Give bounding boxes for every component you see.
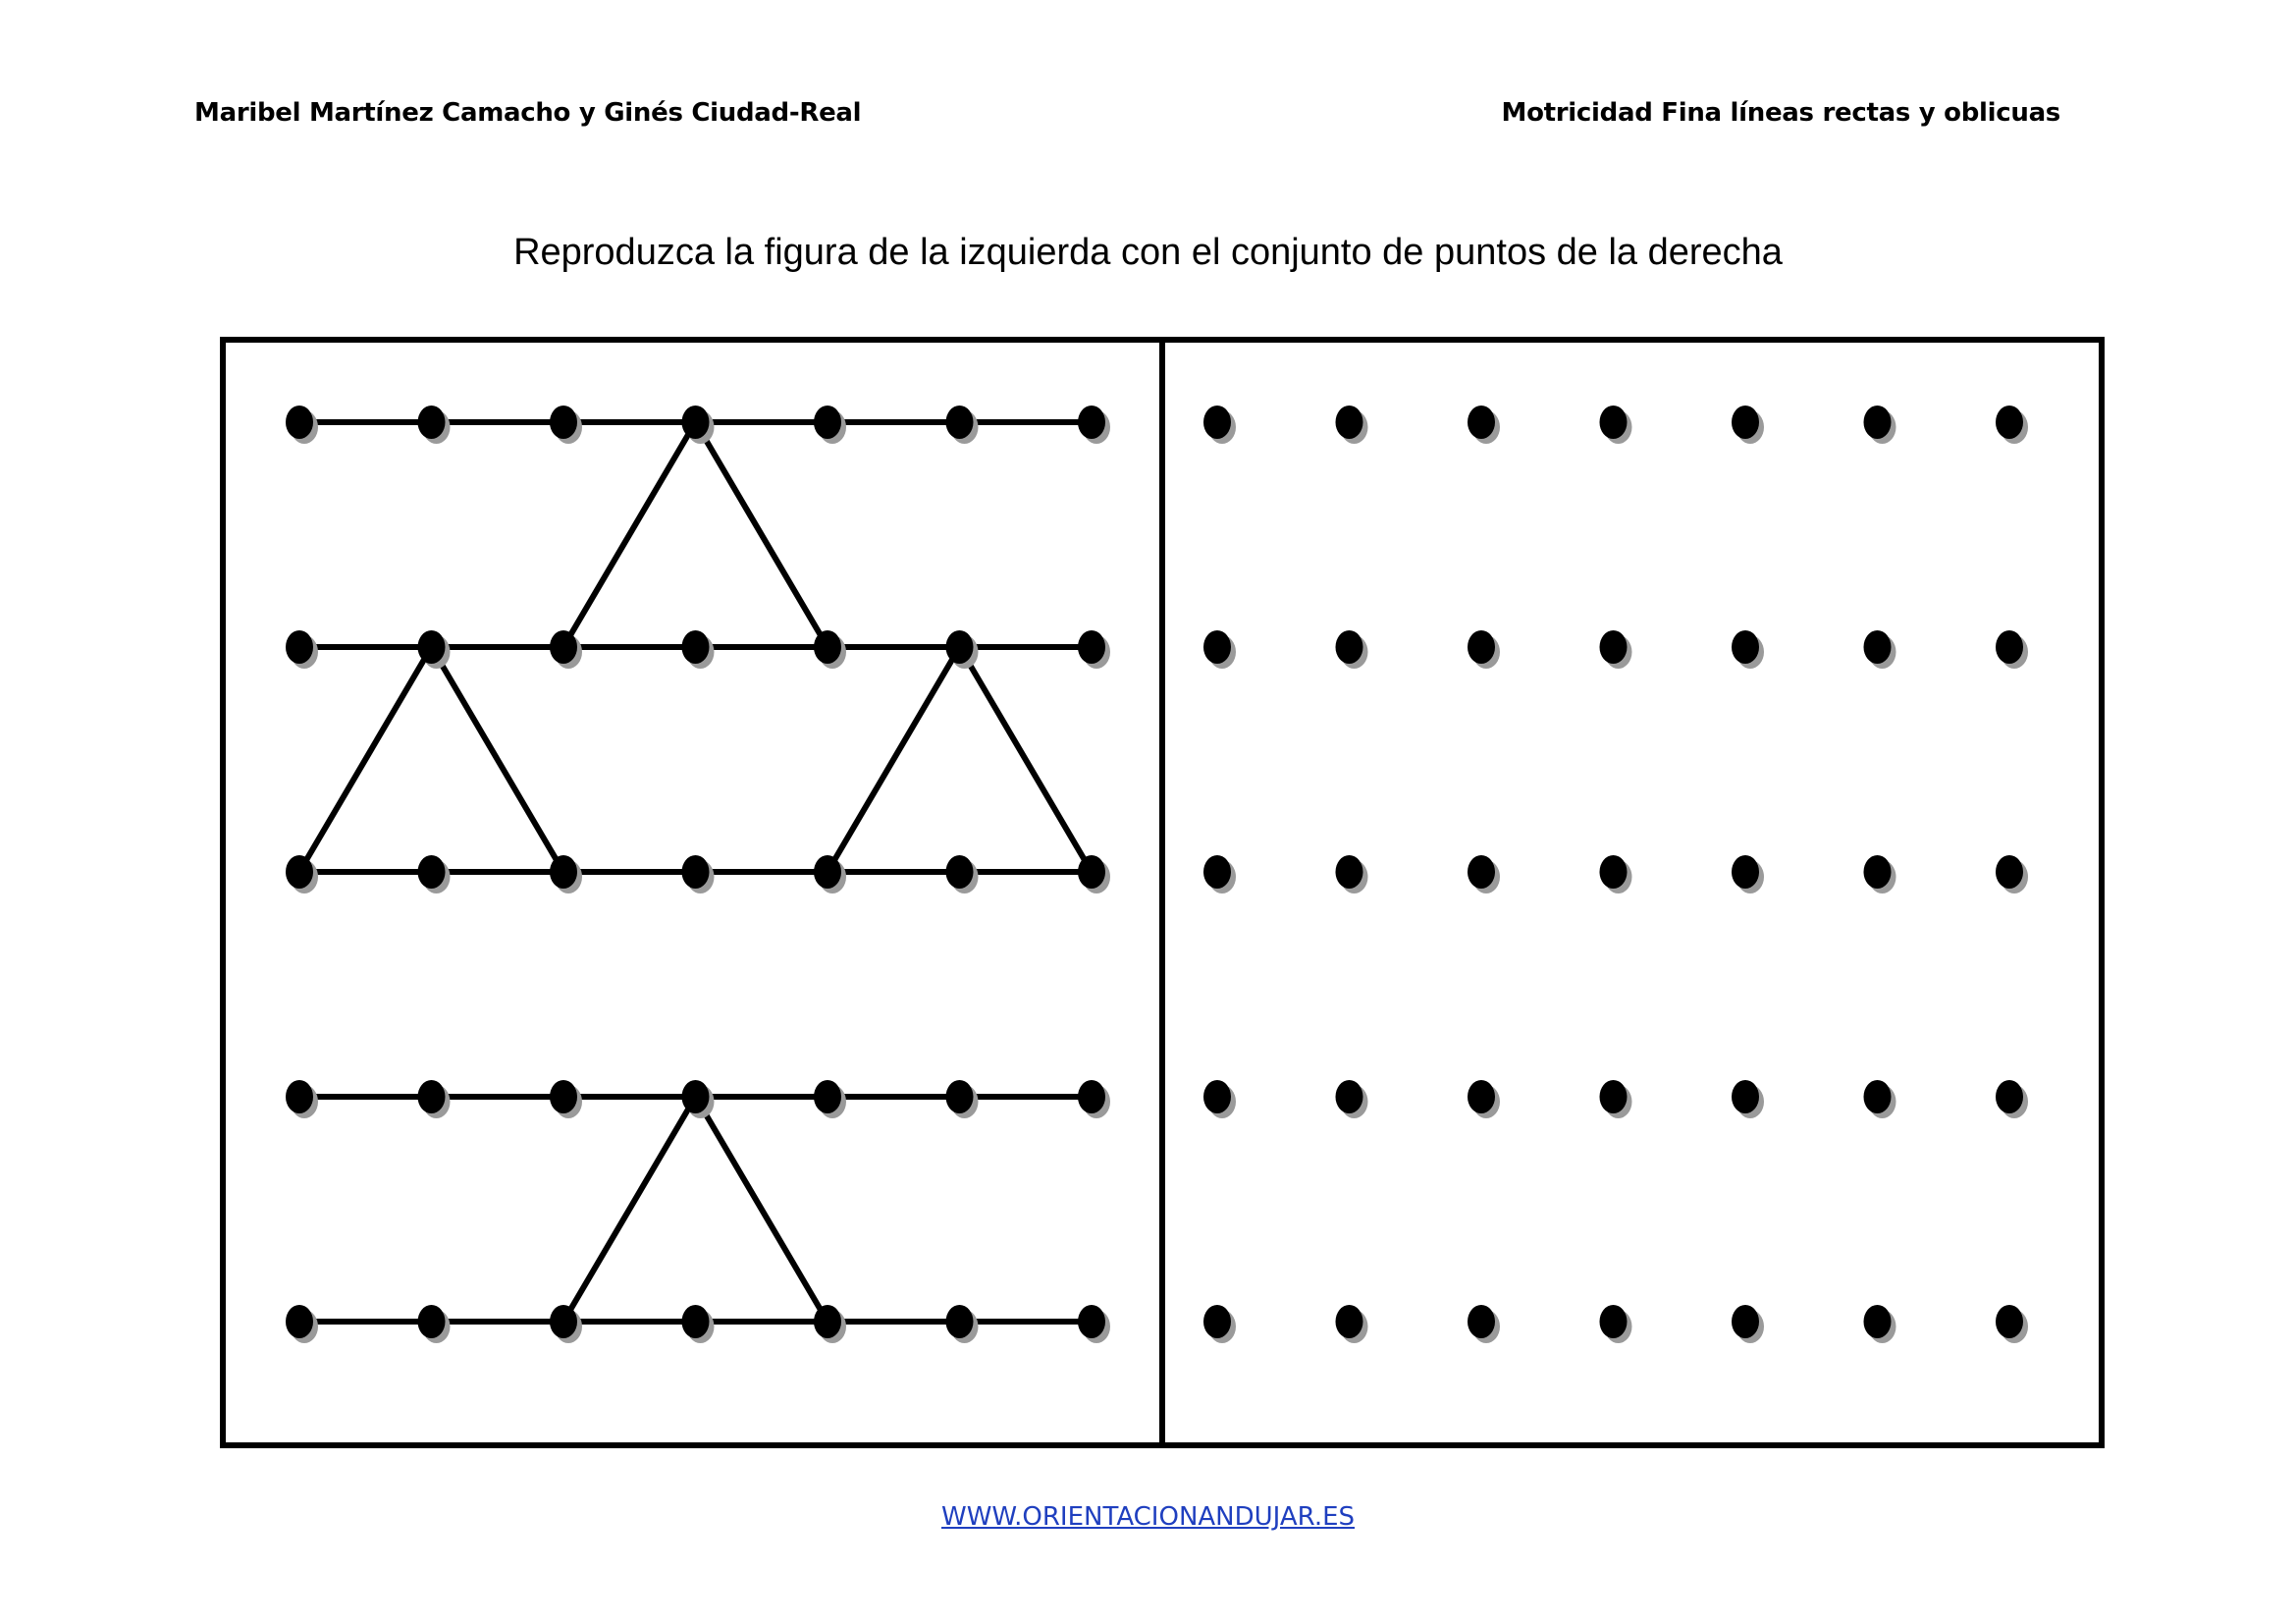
practice-dot[interactable]	[1864, 1305, 1896, 1343]
practice-dot[interactable]	[1864, 406, 1896, 444]
model-dot	[682, 630, 715, 669]
model-dot	[946, 406, 979, 444]
practice-dot[interactable]	[1864, 855, 1896, 893]
model-dot	[682, 855, 715, 893]
model-oblique-line	[960, 647, 1093, 872]
model-oblique-line	[696, 422, 828, 647]
model-oblique-line	[828, 647, 960, 872]
model-dot	[550, 406, 582, 444]
practice-dot[interactable]	[1336, 406, 1368, 444]
model-oblique-line	[299, 647, 432, 872]
practice-dot[interactable]	[1468, 406, 1500, 444]
practice-dot[interactable]	[1336, 1305, 1368, 1343]
model-dot	[814, 406, 846, 444]
practice-dot[interactable]	[1732, 406, 1764, 444]
model-oblique-line	[563, 422, 696, 647]
practice-dot[interactable]	[1996, 1305, 2028, 1343]
model-dot	[418, 1305, 451, 1343]
website-footer	[0, 1502, 2296, 1532]
model-oblique-line	[563, 1097, 696, 1322]
practice-dot[interactable]	[1203, 1305, 1236, 1343]
model-dot	[946, 1305, 979, 1343]
author-credit: Maribel Martínez Camacho y Ginés Ciudad-Real	[194, 98, 862, 128]
practice-dot[interactable]	[1336, 1080, 1368, 1118]
model-dot	[550, 1080, 582, 1118]
practice-dot[interactable]	[1732, 855, 1764, 893]
model-dot	[418, 406, 451, 444]
practice-dot[interactable]	[1600, 1305, 1632, 1343]
worksheet-topic: Motricidad Fina líneas rectas y oblicuas	[1501, 98, 2060, 128]
model-dot	[814, 1305, 846, 1343]
model-dot	[682, 1305, 715, 1343]
model-dot	[1078, 1305, 1110, 1343]
practice-dot[interactable]	[1732, 1305, 1764, 1343]
practice-dot[interactable]	[1203, 1080, 1236, 1118]
model-dot	[814, 630, 846, 669]
practice-dot[interactable]	[1864, 1080, 1896, 1118]
practice-dot[interactable]	[1203, 855, 1236, 893]
model-dot	[418, 855, 451, 893]
model-dot	[286, 630, 318, 669]
model-dot	[1078, 630, 1110, 669]
model-dot	[286, 1305, 318, 1343]
practice-dot[interactable]	[1468, 1080, 1500, 1118]
practice-dot[interactable]	[1203, 406, 1236, 444]
model-dot	[286, 406, 318, 444]
model-dot	[946, 855, 979, 893]
practice-dot[interactable]	[1996, 855, 2028, 893]
instruction-text: Reproduzca la figura de la izquierda con el conjunto de puntos de la derecha	[513, 232, 1783, 273]
practice-dot[interactable]	[1732, 630, 1764, 669]
practice-dot[interactable]	[1468, 1305, 1500, 1343]
website-link[interactable]: WWW.ORIENTACIONANDUJAR.ES	[940, 1502, 1356, 1532]
model-dot	[286, 1080, 318, 1118]
practice-dot-grid[interactable]	[1203, 406, 2028, 1343]
model-dot	[1078, 406, 1110, 444]
model-dot	[550, 1305, 582, 1343]
practice-dot[interactable]	[1996, 630, 2028, 669]
practice-dot[interactable]	[1864, 630, 1896, 669]
model-dot	[1078, 1080, 1110, 1118]
practice-dot[interactable]	[1600, 630, 1632, 669]
model-dot	[1078, 855, 1110, 893]
practice-dot[interactable]	[1600, 855, 1632, 893]
practice-dot[interactable]	[1336, 630, 1368, 669]
model-oblique-line	[696, 1097, 828, 1322]
model-dot	[814, 855, 846, 893]
practice-dot[interactable]	[1468, 855, 1500, 893]
practice-dot[interactable]	[1732, 1080, 1764, 1118]
practice-dot[interactable]	[1468, 630, 1500, 669]
practice-dot[interactable]	[1600, 406, 1632, 444]
practice-dot[interactable]	[1996, 406, 2028, 444]
practice-dot[interactable]	[1600, 1080, 1632, 1118]
model-oblique-line	[432, 647, 564, 872]
model-dot	[286, 855, 318, 893]
model-dot	[814, 1080, 846, 1118]
practice-dot[interactable]	[1203, 630, 1236, 669]
practice-dot[interactable]	[1996, 1080, 2028, 1118]
model-dot	[550, 630, 582, 669]
model-dot	[946, 1080, 979, 1118]
practice-dot[interactable]	[1336, 855, 1368, 893]
model-dot	[418, 1080, 451, 1118]
model-dot	[550, 855, 582, 893]
